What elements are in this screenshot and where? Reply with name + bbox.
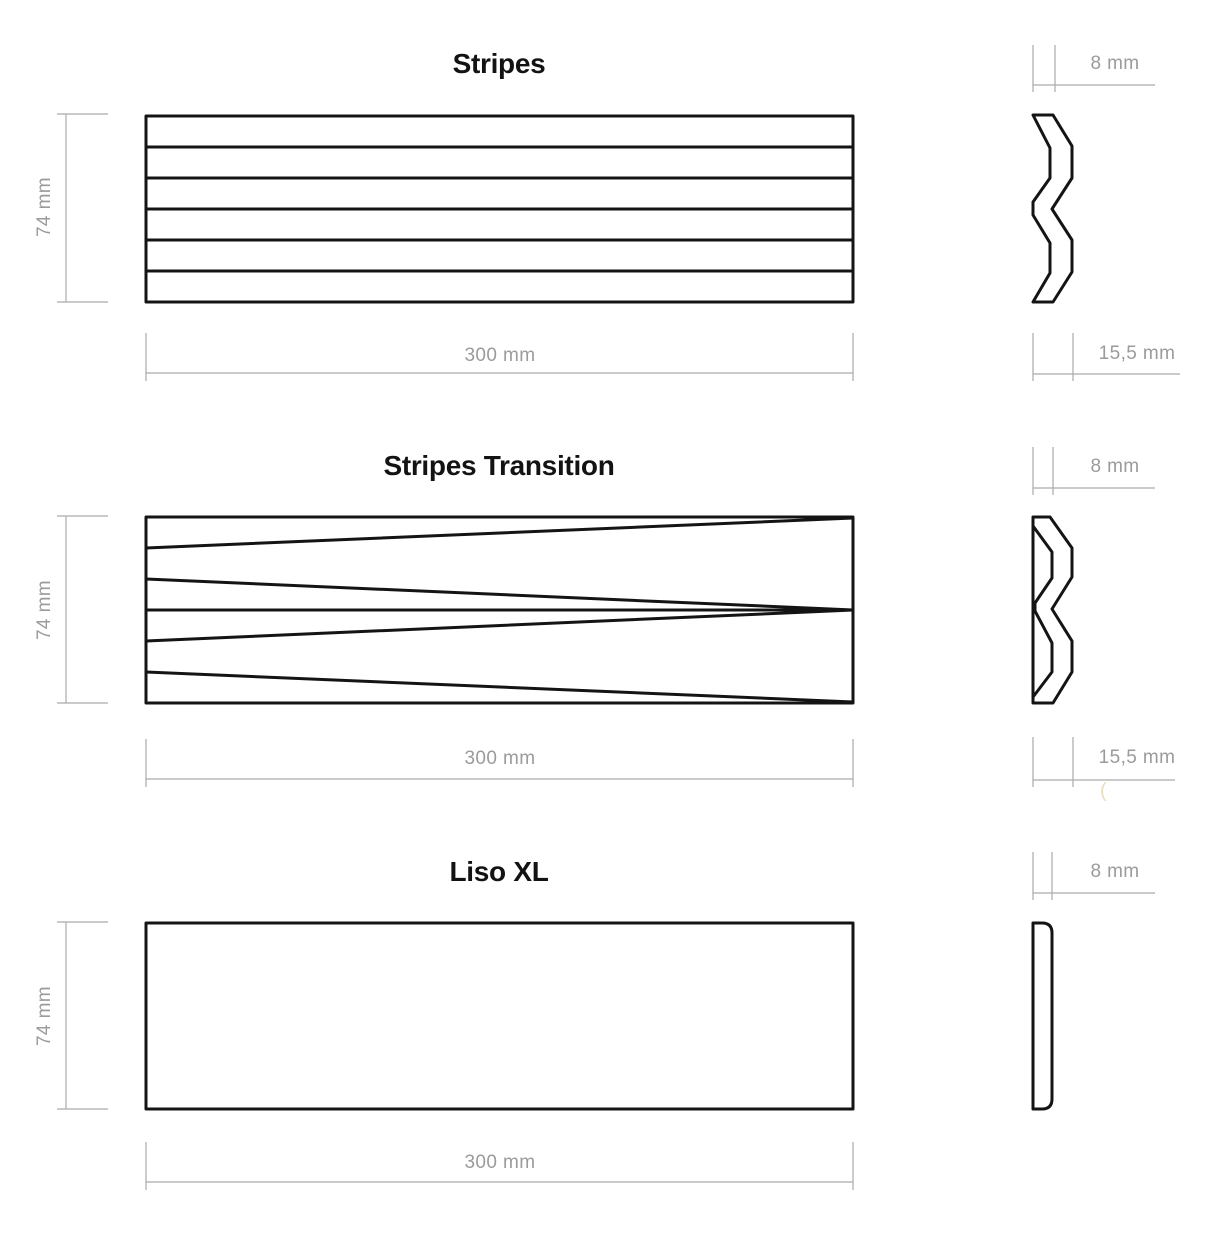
liso-xl-height-dimension-line [57, 922, 108, 1109]
stripes-transition-depth-dimension-label: 15,5 mm [1098, 747, 1176, 768]
section-title-stripes-transition: Stripes Transition [383, 450, 615, 481]
stripes-transition-side-profile [1033, 517, 1072, 703]
stripes-transition-width-dimension-label: 300 mm [464, 748, 536, 769]
stripes-transition-face-groove-lines [146, 518, 853, 702]
stripes-transition-drawing [57, 447, 1175, 787]
stripes-face-groove-lines [146, 147, 853, 271]
liso-xl-width-dimension-label: 300 mm [464, 1152, 536, 1173]
liso-xl-thickness-dimension-label: 8 mm [1090, 861, 1140, 882]
liso-xl-height-dimension-label: 74 mm [34, 985, 55, 1047]
stripes-depth-dimension-label: 15,5 mm [1098, 343, 1176, 364]
liso-xl-face-outline [146, 923, 853, 1109]
stripes-height-dimension-line [57, 114, 108, 302]
liso-xl-drawing [57, 852, 1155, 1190]
stripes-height-dimension-label: 74 mm [34, 176, 55, 238]
stripes-side-profile [1033, 115, 1072, 302]
stripes-transition-height-dimension-label: 74 mm [34, 579, 55, 641]
stripes-drawing [57, 45, 1180, 381]
stripes-transition-thickness-dimension-label: 8 mm [1090, 456, 1140, 477]
stripes-thickness-dimension-label: 8 mm [1090, 53, 1140, 74]
liso-xl-side-profile [1033, 923, 1052, 1109]
faint-parenthesis-artifact: ( [1100, 780, 1107, 802]
section-title-stripes: Stripes [452, 48, 546, 79]
section-title-liso-xl: Liso XL [449, 856, 549, 887]
stripes-width-dimension-label: 300 mm [464, 345, 536, 366]
stripes-transition-height-dimension-line [57, 516, 108, 703]
